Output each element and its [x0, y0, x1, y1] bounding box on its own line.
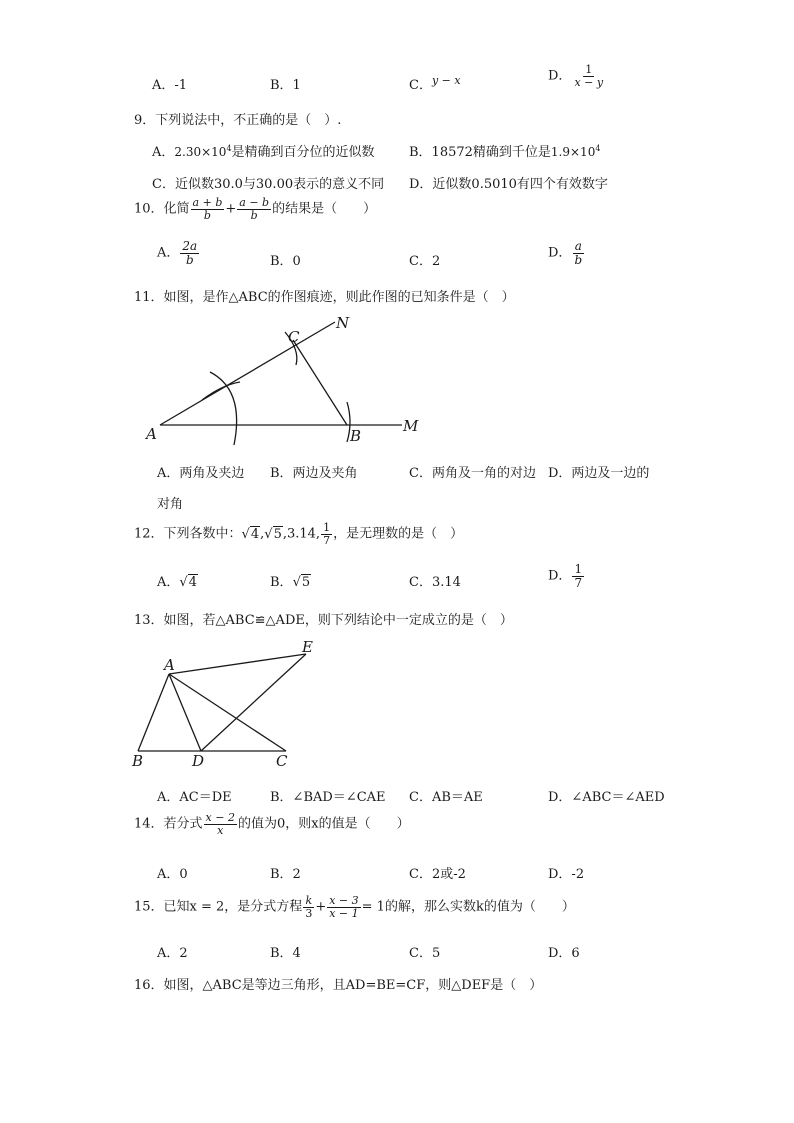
q12-option-b: B．√5 — [270, 575, 311, 590]
q15-f2-numerator: x − 3 — [329, 894, 359, 907]
q11-segment-bc — [293, 340, 347, 425]
q11-label-a: A — [146, 425, 157, 443]
q12-d-denominator: 7 — [574, 575, 583, 590]
q15-f2-denominator: x − 1 — [329, 906, 359, 920]
q9-stem: 9．下列说法中，不正确的是（ ）. — [134, 113, 342, 128]
q11-label-m: M — [403, 417, 419, 435]
q14-option-d: D．-2 — [548, 867, 585, 882]
q12-f-denominator: 7 — [323, 533, 331, 547]
q9-option-c: C．近似数30.0与30.00表示的意义不同 — [152, 177, 385, 192]
q8-option-b: B．1 — [270, 78, 301, 93]
q9-option-d: D．近似数0.5010有四个有效数字 — [409, 177, 608, 192]
q12-stem-suffix: ，是无理数的是（ ） — [333, 526, 464, 542]
q13-segment-de — [201, 654, 306, 751]
q13-segment-ab — [138, 674, 169, 751]
q11-label-c: C — [288, 328, 300, 346]
q9-option-a — [152, 141, 375, 160]
q10-d-numerator: a — [574, 239, 582, 253]
q9-b-text: B．18572精确到千位是 — [409, 145, 551, 160]
q13-option-a: A．AC＝DE — [157, 790, 232, 805]
q15-f1-numerator: k — [305, 894, 313, 907]
q14-f-denominator: x — [217, 823, 224, 837]
q14-f-numerator: x − 2 — [205, 811, 235, 824]
q10-d-label: D． — [548, 245, 572, 261]
q8-option-c — [409, 74, 461, 93]
q10-a-denominator: b — [185, 252, 194, 267]
q13-triangle-figure — [128, 636, 328, 776]
q15-f1-denominator: 3 — [305, 906, 313, 920]
q10-f1-denominator: b — [203, 208, 211, 222]
q9-a-text: 是精确到百分位的近似数 — [231, 145, 375, 160]
q12-b-radicand: 5 — [301, 575, 311, 590]
q8-d-denominator: x − y — [574, 75, 604, 89]
q10-f2-numerator: a − b — [239, 196, 270, 209]
q15-plus: + — [315, 899, 327, 915]
q8-option-c-expr: y − x — [431, 74, 461, 87]
q16-stem: 16．如图，△ABC是等边三角形，且AD=BE=CF，则△DEF是（ ） — [134, 978, 543, 993]
q9-a-exponent: 4 — [226, 144, 232, 153]
q13-stem: 13．如图，若△ABC≌△ADE，则下列结论中一定成立的是（ ） — [134, 613, 513, 628]
q8-option-c-label: C． — [409, 78, 432, 93]
q11-option-b: B．两边及夹角 — [270, 466, 358, 481]
q12-option-d — [548, 563, 585, 589]
q14-stem-suffix: 的值为0，则x的值是（ ） — [237, 816, 410, 832]
q12-d-numerator: 1 — [574, 562, 583, 576]
q12-stem: 12．下列各数中：√4,√5,3.14, $\frac{1}{7}$ ，是无理数的是（ ） — [134, 521, 464, 547]
q10-d-denominator: b — [574, 252, 583, 267]
q14-option-a: A．0 — [157, 867, 188, 882]
q10-option-d — [548, 240, 585, 266]
q13-option-d: D．∠ABC＝∠AED — [548, 790, 665, 805]
q13-label-b: B — [132, 752, 144, 770]
q15-option-a: A．2 — [157, 946, 188, 961]
q11-label-n: N — [336, 314, 350, 332]
q15-stem — [134, 895, 575, 919]
q10-option-c: C．2 — [409, 254, 441, 269]
q9-a-mantissa: 2.30×10 — [174, 145, 227, 159]
q13-label-a: A — [164, 656, 175, 674]
q10-plus: + — [225, 201, 237, 217]
q9-b-mantissa: 1.9×10 — [550, 145, 596, 159]
q12-radicand-1: 4 — [250, 526, 260, 542]
q13-label-d: D — [192, 752, 205, 770]
q8-d-numerator: 1 — [585, 63, 593, 76]
q11-option-c: C．两角及一角的对边 — [409, 466, 536, 481]
q11-option-d-continued: 对角 — [157, 497, 184, 512]
q8-option-d-label: D． — [548, 68, 572, 84]
q12-a-radicand: 4 — [188, 575, 197, 590]
q12-a-label: A． — [157, 575, 180, 590]
q15-stem-suffix: 的解，那么实数k的值为（ ） — [384, 899, 575, 915]
q11-ray-an — [160, 322, 335, 425]
q12-list-mid: ,3.14, — [282, 526, 321, 542]
q13-option-c: C．AB＝AE — [409, 790, 483, 805]
q11-option-d: D．两边及一边的 — [548, 466, 650, 481]
q10-f2-denominator: b — [250, 208, 258, 222]
q13-segment-ac — [169, 674, 286, 751]
q13-segment-ad — [169, 674, 201, 751]
q14-stem-prefix: 14．若分式 — [134, 816, 203, 832]
q13-segment-ae — [169, 654, 306, 674]
q15-option-c: C．5 — [409, 946, 441, 961]
q10-a-numerator: 2a — [182, 239, 198, 253]
q8-option-a: A．-1 — [152, 78, 188, 93]
q12-option-c: C．3.14 — [409, 575, 461, 590]
q12-f-numerator: 1 — [323, 521, 331, 534]
q15-option-d: D．6 — [548, 946, 580, 961]
q15-equals-one: = 1 — [361, 899, 385, 915]
q12-radicand-2: 5 — [273, 526, 282, 542]
q10-stem-suffix: 的结果是（ ） — [272, 201, 377, 217]
q9-b-exponent: 4 — [595, 144, 601, 153]
q10-option-b: B．0 — [270, 254, 301, 269]
q11-construction-figure — [140, 310, 430, 450]
q14-option-c: C．2或-2 — [409, 867, 466, 882]
q10-stem-prefix: 10．化简 — [134, 201, 190, 217]
q12-stem-prefix: 12．下列各数中： — [134, 526, 242, 542]
q14-option-b: B．2 — [270, 867, 301, 882]
q15-option-b: B．4 — [270, 946, 301, 961]
q9-option-b — [409, 141, 600, 160]
q10-a-label: A． — [157, 245, 180, 261]
q12-d-label: D． — [548, 568, 572, 584]
q11-stem: 11．如图，是作△ABC的作图痕迹，则此作图的已知条件是（ ） — [134, 290, 515, 305]
q11-label-b: B — [350, 427, 362, 445]
q13-label-c: C — [276, 752, 288, 770]
q8-option-d — [548, 64, 606, 88]
q9-a-label: A． — [152, 145, 175, 160]
q13-option-b: B．∠BAD＝∠CAE — [270, 790, 386, 805]
q11-option-a: A．两角及夹边 — [157, 466, 245, 481]
q14-stem — [134, 812, 410, 836]
q10-option-a — [157, 240, 200, 266]
q13-label-e: E — [302, 638, 313, 656]
q10-stem — [134, 197, 376, 221]
q12-b-label: B． — [270, 575, 293, 590]
q10-f1-numerator: a + b — [192, 196, 223, 209]
q15-stem-prefix: 15．已知x = 2，是分式方程 — [134, 899, 303, 915]
q12-option-a: A．√4 — [157, 575, 197, 590]
